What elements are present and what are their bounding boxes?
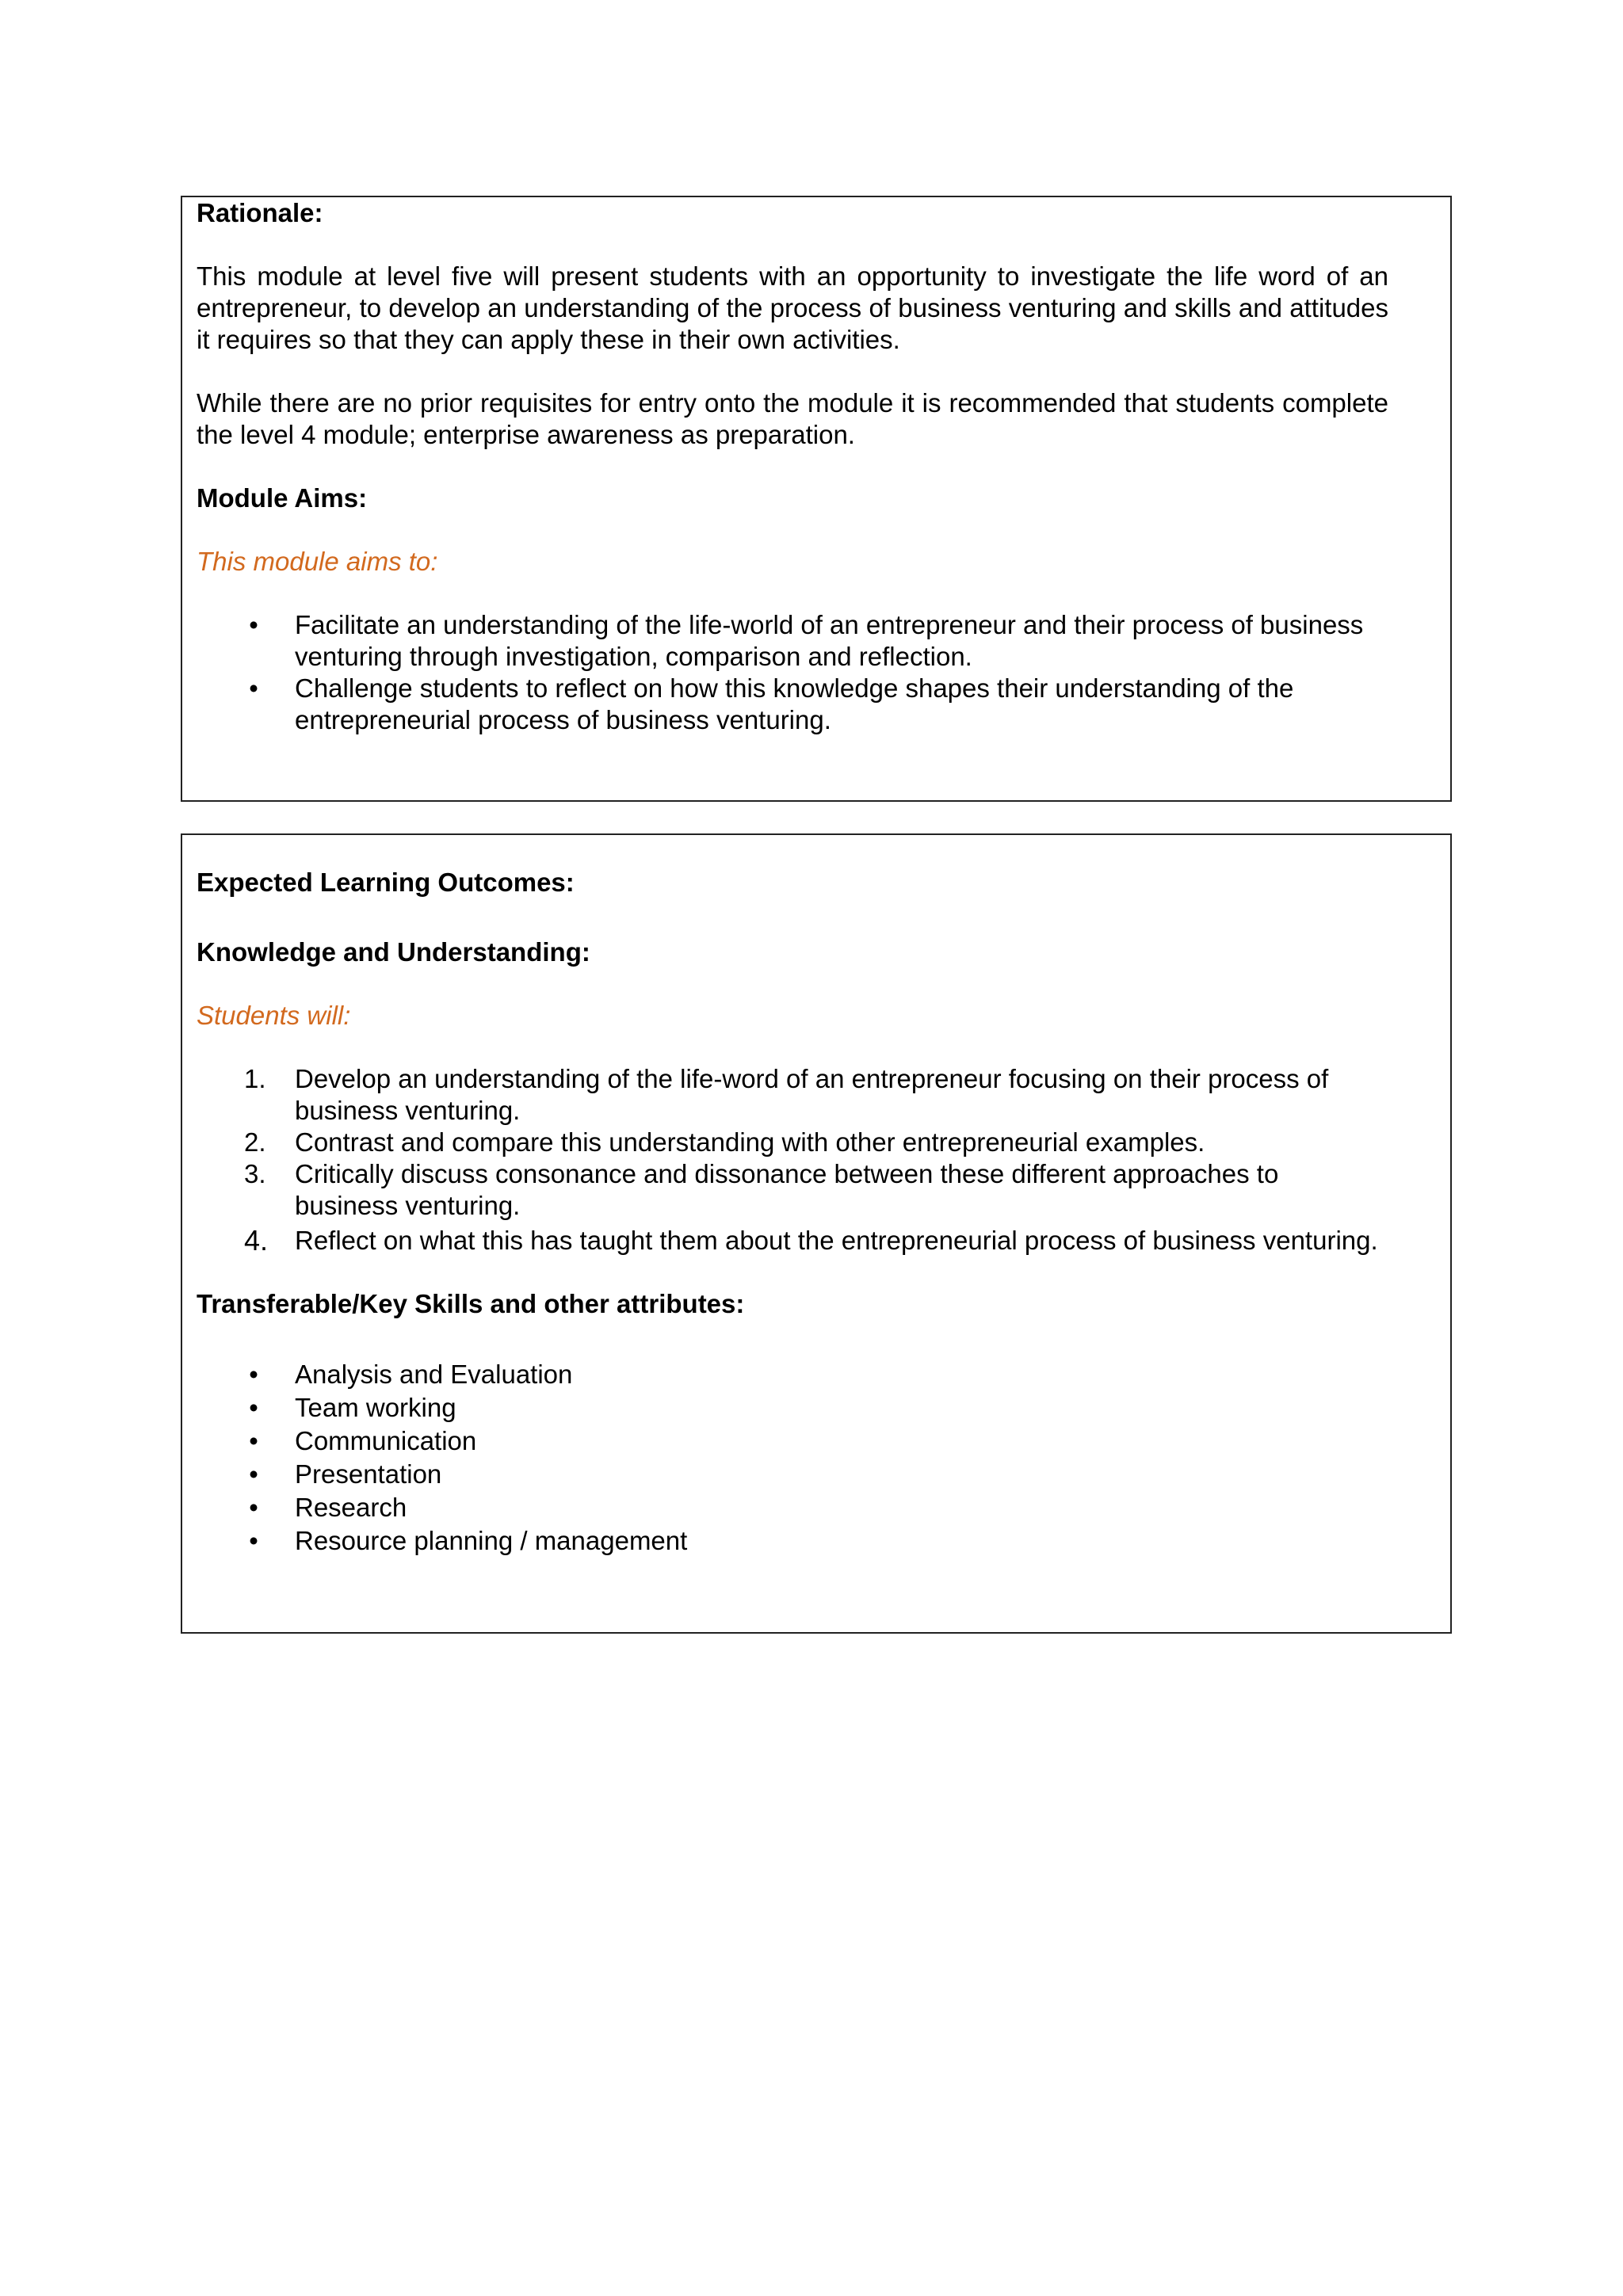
rationale-box (181, 196, 1452, 802)
skill-text: Resource planning / management (295, 1526, 688, 1555)
list-item (197, 1425, 1388, 1458)
rationale-paragraph-2: While there are no prior requisites for entry onto the module it is recommended that students complete the level 4 module; enterprise awareness as preparation. (197, 388, 1388, 449)
bullet-icon: • (249, 1360, 258, 1389)
list-number: 1. (244, 1064, 266, 1093)
list-number: 4. (244, 1224, 269, 1257)
aims-list (197, 609, 1388, 736)
list-number: 2. (244, 1127, 266, 1157)
skill-text: Communication (295, 1426, 477, 1455)
list-item (197, 1158, 1388, 1222)
list-item (197, 1391, 1388, 1425)
rationale-heading: Rationale: (197, 198, 323, 227)
skill-text: Analysis and Evaluation (295, 1360, 573, 1389)
list-item (197, 1491, 1388, 1524)
list-item (197, 609, 1388, 673)
students-intro: Students will: (197, 1001, 351, 1030)
list-item (197, 1225, 1388, 1257)
bullet-icon: • (249, 610, 258, 639)
outcome-text: Contrast and compare this understanding with other entrepreneurial examples. (295, 1127, 1205, 1157)
bullet-icon: • (249, 1493, 258, 1522)
bullet-icon: • (249, 1393, 258, 1422)
learning-outcomes-heading: Expected Learning Outcomes: (197, 868, 575, 897)
outcomes-list (197, 1063, 1388, 1257)
outcome-text: Reflect on what this has taught them about the entrepreneurial process of business venturing. (295, 1226, 1378, 1255)
list-item (197, 1063, 1388, 1127)
aims-intro: This module aims to: (197, 547, 438, 576)
learning-outcomes-box (181, 833, 1452, 1634)
skill-text: Research (295, 1493, 407, 1522)
bullet-icon: • (249, 1459, 258, 1489)
aim-text: Facilitate an understanding of the life-world of an entrepreneur and their process of business venturing through investigation, comparison and reflection. (295, 610, 1364, 671)
list-item (197, 1524, 1388, 1558)
bullet-icon: • (249, 1526, 258, 1555)
outcome-text: Develop an understanding of the life-word of an entrepreneur focusing on their process of business venturing. (295, 1064, 1329, 1125)
skills-list (197, 1358, 1388, 1558)
skill-text: Presentation (295, 1459, 442, 1489)
bullet-icon: • (249, 1426, 258, 1455)
skills-heading: Transferable/Key Skills and other attributes: (197, 1289, 745, 1318)
aim-text: Challenge students to reflect on how this knowledge shapes their understanding of the entrepreneurial process of business venturing. (295, 673, 1294, 734)
list-number: 3. (244, 1159, 266, 1188)
outcome-text: Critically discuss consonance and dissonance between these different approaches to business venturing. (295, 1159, 1279, 1220)
rationale-paragraph-1: This module at level five will present students with an opportunity to investigate the life word of an entrepreneur, to develop an understanding of the process of business venturing and skills and attitudes it requires so that they can apply these in their own activities. (197, 261, 1388, 354)
skill-text: Team working (295, 1393, 456, 1422)
list-item (197, 1358, 1388, 1391)
knowledge-heading: Knowledge and Understanding: (197, 937, 590, 967)
list-item (197, 673, 1388, 736)
module-aims-heading: Module Aims: (197, 483, 368, 513)
list-item (197, 1458, 1388, 1491)
list-item (197, 1127, 1388, 1158)
bullet-icon: • (249, 673, 258, 703)
